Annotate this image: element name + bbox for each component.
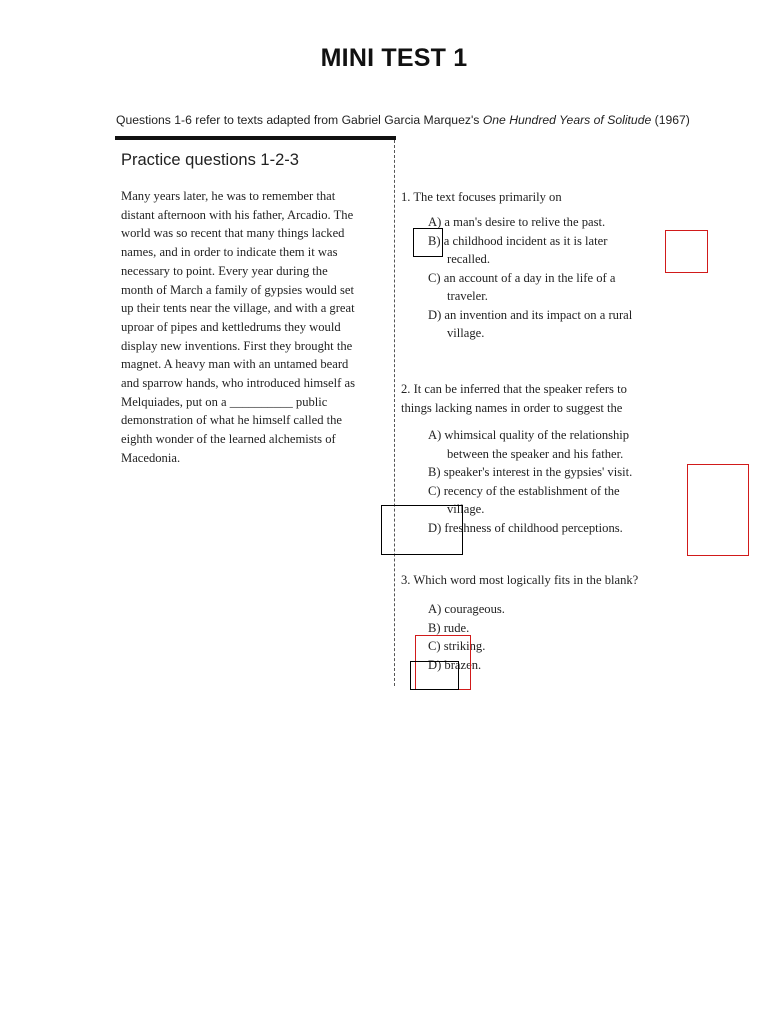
question-3-stem-line: 3. Which word most logically fits in the blank? (401, 573, 639, 587)
q1-option-b[interactable]: B) a childhood incident as it is later (428, 233, 608, 248)
passage-line: eighth wonder of the learned alchemists of (121, 432, 336, 447)
q3-option-a[interactable]: A) courageous. (428, 602, 505, 616)
section-title: Practice questions 1-2-3 (121, 151, 299, 169)
q3-option-d[interactable]: D) brazen. (428, 657, 482, 672)
passage-line: Many years later, he was to remember that (121, 189, 336, 203)
passage-line: and sparrow hands, who introduced himself as (121, 376, 355, 391)
question-3-stem (401, 571, 681, 590)
q2-option-d[interactable]: D) freshness of childhood perceptions. (428, 520, 623, 535)
passage-line: magnet. A heavy man with an untamed beard (121, 357, 349, 372)
answer-mark-q1-b (413, 228, 443, 257)
intro-text (116, 113, 696, 127)
question-2-stem (401, 380, 681, 417)
column-divider (394, 140, 396, 686)
q1-option-b-cont: recalled. (447, 252, 490, 266)
q2-option-a[interactable]: A) whimsical quality of the relationship (428, 428, 630, 442)
passage-line: world was so recent that many things lacked (121, 226, 345, 241)
header-rule (115, 136, 396, 140)
question-2-options (428, 426, 688, 537)
passage-line: uproar of pipes and kettledrums they would (121, 319, 341, 334)
question-1-stem-line: 1. The text focuses primarily on (401, 190, 562, 204)
q3-option-b[interactable]: B) rude. (428, 620, 470, 635)
q2-option-c[interactable]: C) recency of the establishment of the (428, 483, 620, 498)
intro-suffix: (1967) (651, 113, 690, 127)
q2-option-b[interactable]: B) speaker's interest in the gypsies' visit. (428, 465, 633, 479)
book-title: One Hundred Years of Solitude (482, 113, 652, 127)
passage-line: display new inventions. First they brought the (121, 338, 353, 353)
question-2-stem-line: 2. It can be inferred that the speaker refers to (401, 382, 627, 396)
intro-prefix: Questions 1-6 refer to texts adapted from Gabriel Garcia Marquez's (116, 113, 483, 127)
passage-line: demonstration of what he himself called the (121, 413, 343, 428)
passage-line: necessary to point. Every year during the (121, 263, 328, 278)
passage-line: Macedonia. (121, 450, 181, 465)
q2-option-a-cont: between the speaker and his father. (447, 446, 624, 461)
passage (121, 187, 391, 468)
question-2-stem-line: things lacking names in order to suggest the (401, 400, 623, 415)
q1-option-c[interactable]: C) an account of a day in the life of a (428, 270, 616, 285)
passage-line: month of March a family of gypsies would set (121, 282, 354, 297)
red-annotation-box-q1 (665, 230, 708, 273)
q1-option-c-cont: traveler. (447, 289, 488, 303)
red-annotation-box-q2 (687, 464, 749, 556)
question-1-stem (401, 188, 681, 207)
passage-line: Melquiades, put on a __________ public (121, 394, 328, 409)
question-1-options (428, 213, 688, 343)
answer-mark-q2-d (381, 505, 463, 555)
passage-line: up their tents near the village, and with a great (121, 301, 355, 316)
q3-option-c[interactable]: C) striking. (428, 639, 486, 653)
page-title: MINI TEST 1 (320, 44, 468, 72)
q1-option-a[interactable]: A) a man's desire to relive the past. (428, 215, 606, 229)
q2-option-c-cont: village. (447, 502, 485, 516)
passage-line: distant afternoon with his father, Arcadio. The (121, 207, 354, 222)
q1-option-d[interactable]: D) an invention and its impact on a rural (428, 307, 633, 322)
answer-mark-q3-d (410, 661, 459, 690)
passage-line: names, and in order to indicate them it was (121, 245, 338, 260)
q1-option-d-cont: village. (447, 326, 485, 340)
